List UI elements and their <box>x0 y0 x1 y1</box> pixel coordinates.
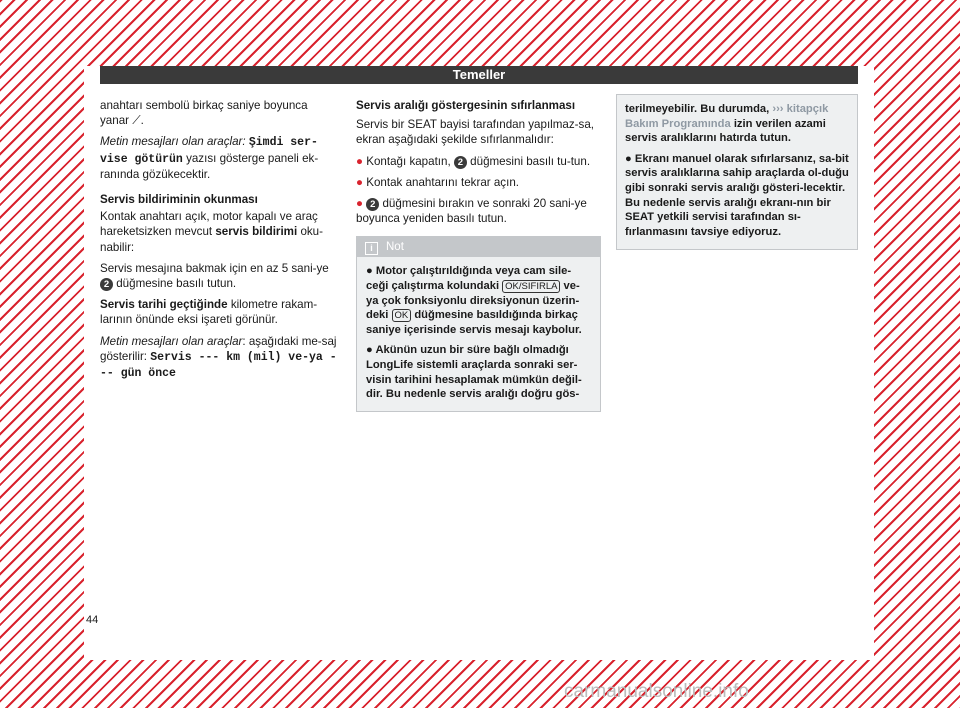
paragraph-hold-button: Servis mesajına bakmak için en az 5 sani-ye 2 düğmesine basılı tutun. <box>100 261 329 291</box>
note-body <box>357 257 600 410</box>
note-item: ● Motor çalıştırıldığında veya cam sile-ceği çalıştırma kolundaki OK/SIFIRLA ve-ya çok fonksiyonlu direksiyonun üzerin-deki OK düğmesine basıldığında birkaç saniye içerisinde servis mesajı kaybolur. <box>366 265 582 336</box>
bullet-icon: ● <box>366 344 373 357</box>
cross-reference-link[interactable]: kitapçık Bakım Programında <box>625 103 829 130</box>
section-heading-reset: Servis aralığı göstergesinin sıfırlanması <box>356 99 576 112</box>
button-number-badge: 2 <box>454 156 467 169</box>
key-ok: OK <box>392 309 412 322</box>
info-icon: i <box>365 242 378 255</box>
column-left <box>100 98 338 387</box>
step-2: ● Kontak anahtarını tekrar açın. <box>356 175 519 189</box>
button-number-badge: 2 <box>366 198 379 211</box>
bullet-icon: ● <box>356 197 364 211</box>
step-1: ● Kontağı kapatın, 2 düğmesini basılı tu-tun. <box>356 154 591 168</box>
wrench-icon: ⟋ <box>132 113 141 128</box>
bullet-icon: ● <box>366 265 373 278</box>
bullet-icon: ● <box>356 175 364 189</box>
paragraph-overdue-message: Metin mesajları olan araçlar: aşağıdaki me-saj gösterilir: Servis --- km (mil) ve-ya --- gün önce <box>100 334 337 381</box>
key-ok-reset: OK/SIFIRLA <box>502 280 560 293</box>
column-middle <box>356 98 601 412</box>
note-item: ● Akünün uzun bir süre bağlı olmadığı LongLife sistemli araçlarda sonraki ser-visin tarihini hesaplamak mümkün değil-dir. Bu nedenle servis aralığı doğru gös- <box>366 344 582 401</box>
note-continuation: terilmeyebilir. Bu durumda, ››› kitapçık Bakım Programında izin verilen azami servis aralıklarını hatırda tutun. <box>625 103 829 145</box>
paragraph-overdue: Servis tarihi geçtiğinde kilometre rakam-larının önünde eksi işareti görünür. <box>100 298 318 327</box>
paragraph-intro: anahtarı sembolü birkaç saniye boyunca yanar ⟋. <box>100 99 308 128</box>
paragraph-text-message: Metin mesajları olan araçlar: Şimdi ser-vise götürün yazısı gösterge paneli ek-ranında gözükecektir. <box>100 135 319 181</box>
section-heading: Servis bildiriminin okunması <box>100 193 258 207</box>
paragraph-reading: Kontak anahtarı açık, motor kapalı ve araç hareketsizken mevcut servis bildirimi oku-nabilir: <box>100 210 323 254</box>
note-continuation-box <box>616 94 858 250</box>
bullet-icon: ● <box>625 152 632 165</box>
page-header: Temeller <box>100 66 858 84</box>
note-box <box>356 236 601 411</box>
button-number-badge: 2 <box>100 278 113 291</box>
note-header: i Not <box>357 237 600 257</box>
watermark: carmanualsonline.info <box>564 681 749 702</box>
page-number: 44 <box>86 614 99 626</box>
step-3: ● 2 düğmesini bırakın ve sonraki 20 sani-ye boyunca yeniden basılı tutun. <box>356 197 587 226</box>
cross-reference-arrow: ››› <box>772 103 784 115</box>
bullet-icon: ● <box>356 154 364 168</box>
column-right <box>616 94 858 250</box>
note-item: ● Ekranı manuel olarak sıfırlarsanız, sa-bit servis aralıklarına sahip araçlarda ol-duğu gibi sonraki servis aralığı gösteri-lecektir. Bu nedenle servis aralığı ekranı-nın bir SEAT yetkili servisi tarafından sı-fırlanmasını tavsiye ediyoruz. <box>625 152 849 238</box>
paragraph-reset-intro: Servis bir SEAT bayisi tarafından yapılmaz-sa, ekran aşağıdaki şekilde sıfırlanmalıdır: <box>356 118 594 147</box>
